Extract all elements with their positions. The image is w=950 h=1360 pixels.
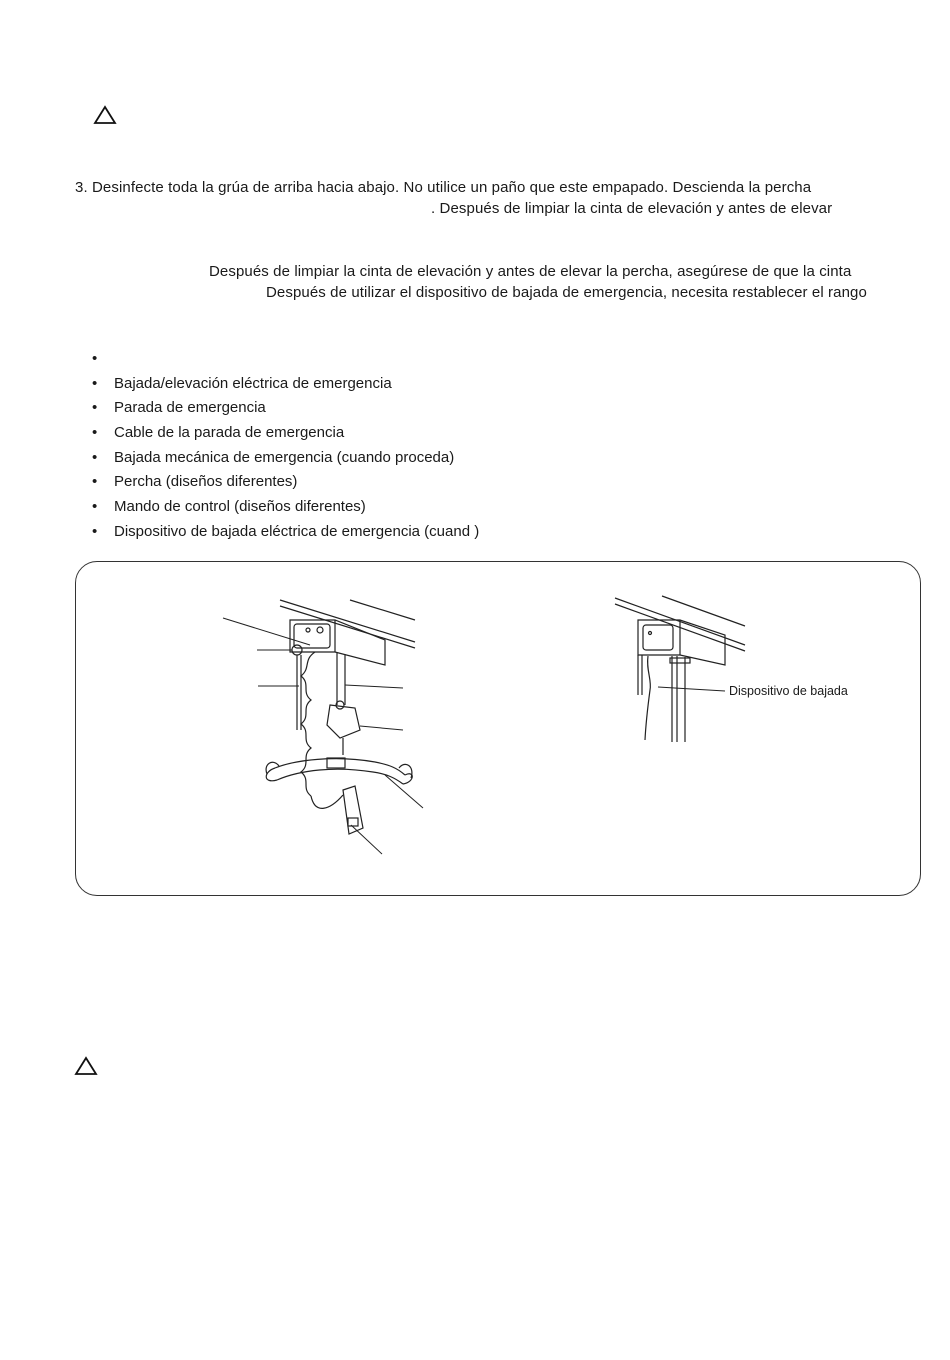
step3-line2: . Después de limpiar la cinta de elevación y antes de elevar: [431, 200, 833, 217]
callout-emergency-lowering-device: Dispositivo de bajada: [729, 684, 848, 698]
emergency-lowering-illustration: [610, 590, 780, 750]
note-line1: Después de limpiar la cinta de elevación y antes de elevar la percha, asegúrese de que la cinta: [209, 263, 852, 280]
step3-line1: 3. Desinfecte toda la grúa de arriba hacia abajo. No utilice un paño que este empapado. Descienda la percha: [75, 179, 812, 196]
ceiling-lift-illustration: [215, 590, 435, 860]
figure-frame: [75, 561, 921, 896]
note-line2: Después de utilizar el dispositivo de bajada de emergencia, necesita restablecer el rango: [266, 284, 867, 301]
warning-triangle-icon: [93, 105, 117, 125]
warning-triangle-icon: [74, 1056, 98, 1076]
